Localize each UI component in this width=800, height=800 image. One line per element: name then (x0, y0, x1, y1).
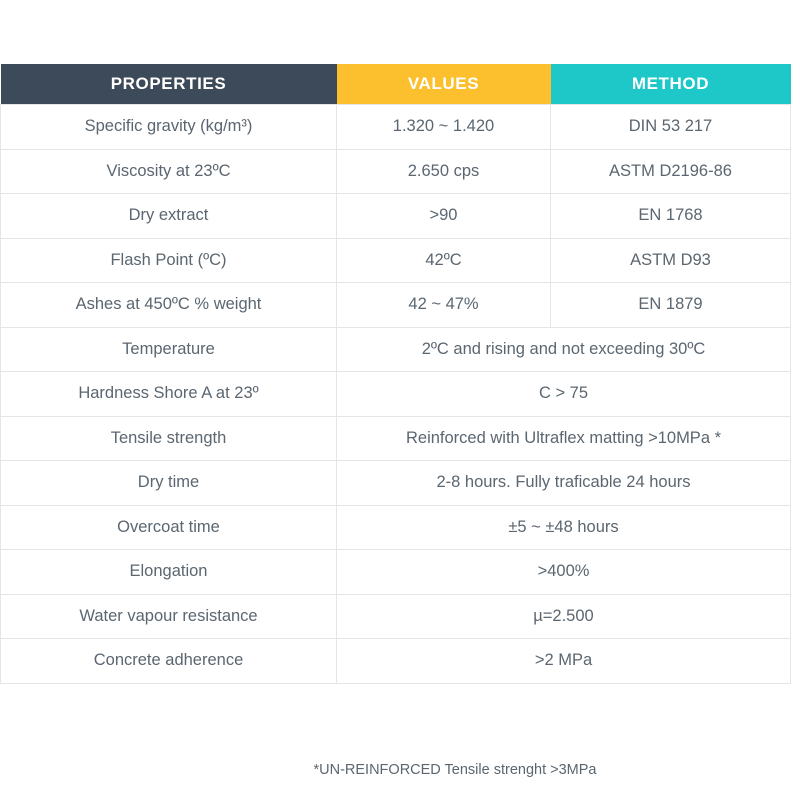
cell-method: ASTM D93 (551, 238, 791, 283)
table-row (1, 149, 791, 194)
cell-method: ASTM D2196-86 (551, 149, 791, 194)
specifications-table-container (0, 64, 790, 778)
cell-property: Tensile strength (1, 416, 337, 461)
table-row (1, 327, 791, 372)
table-body (1, 105, 791, 684)
footnote (0, 762, 790, 778)
cell-value: C > 75 (337, 372, 791, 417)
cell-property: Water vapour resistance (1, 594, 337, 639)
table-row (1, 416, 791, 461)
cell-value: µ=2.500 (337, 594, 791, 639)
column-header-values: VALUES (337, 64, 551, 105)
table-row (1, 639, 791, 684)
cell-value: >90 (337, 194, 551, 239)
column-header-method: METHOD (551, 64, 791, 105)
cell-value: Reinforced with Ultraflex matting >10MPa * (337, 416, 791, 461)
specifications-table (0, 64, 791, 684)
cell-value: >400% (337, 550, 791, 595)
cell-property: Elongation (1, 550, 337, 595)
cell-property: Temperature (1, 327, 337, 372)
cell-property: Flash Point (ºC) (1, 238, 337, 283)
table-row (1, 238, 791, 283)
table-row (1, 550, 791, 595)
cell-value: 2ºC and rising and not exceeding 30ºC (337, 327, 791, 372)
cell-method: EN 1768 (551, 194, 791, 239)
cell-value: 2-8 hours. Fully traficable 24 hours (337, 461, 791, 506)
cell-value: 42 ~ 47% (337, 283, 551, 328)
table-row (1, 372, 791, 417)
cell-property: Ashes at 450ºC % weight (1, 283, 337, 328)
cell-property: Specific gravity (kg/m³) (1, 105, 337, 150)
table-row (1, 105, 791, 150)
table-header-row (1, 64, 791, 105)
table-header (1, 64, 791, 105)
table-row (1, 194, 791, 239)
column-header-properties: PROPERTIES (1, 64, 337, 105)
footnote-text: *UN-REINFORCED Tensile strenght >3MPa (313, 762, 597, 778)
table-row (1, 594, 791, 639)
cell-method: EN 1879 (551, 283, 791, 328)
cell-value: >2 MPa (337, 639, 791, 684)
table-row (1, 461, 791, 506)
cell-value: 42ºC (337, 238, 551, 283)
cell-property: Viscosity at 23ºC (1, 149, 337, 194)
cell-property: Concrete adherence (1, 639, 337, 684)
table-row (1, 505, 791, 550)
cell-method: DIN 53 217 (551, 105, 791, 150)
cell-property: Dry extract (1, 194, 337, 239)
table-row (1, 283, 791, 328)
cell-property: Overcoat time (1, 505, 337, 550)
cell-value: 1.320 ~ 1.420 (337, 105, 551, 150)
cell-value: 2.650 cps (337, 149, 551, 194)
cell-value: ±5 ~ ±48 hours (337, 505, 791, 550)
cell-property: Dry time (1, 461, 337, 506)
cell-property: Hardness Shore A at 23º (1, 372, 337, 417)
